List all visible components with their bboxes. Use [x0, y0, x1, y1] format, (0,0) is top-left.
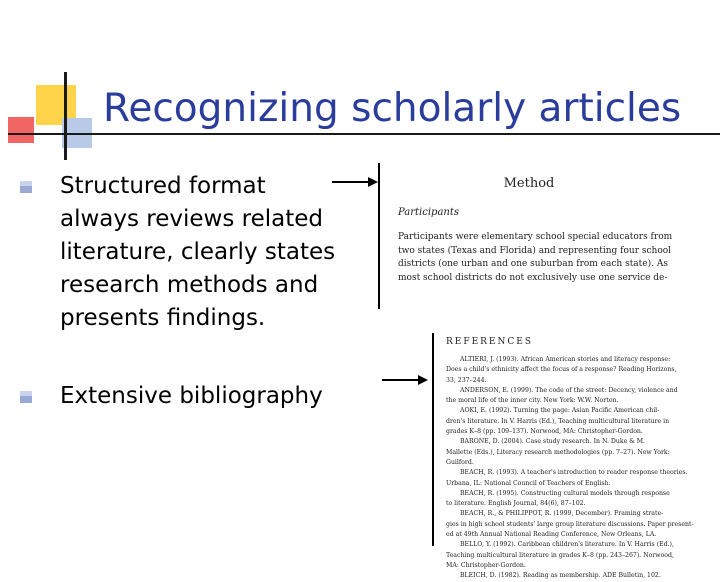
reference-line: Guilford. [446, 458, 474, 466]
method-line: districts (one urban and one suburban from each state). As [398, 259, 668, 269]
method-body-text [398, 231, 678, 285]
reference-line: ALTIERI, J. (1993). African American stories and literacy response: [460, 356, 671, 363]
method-line: two states (Texas and Florida) and representing four school [398, 245, 672, 256]
bullet-text: Structured format always reviews related literature, clearly states research methods and presents findings. [60, 173, 336, 331]
reference-line: BELLO, Y. (1992). Caribbean children's literature. In V. Harris (Ed.), [460, 541, 674, 549]
reference-line: dren's literature. In V. Harris (Ed.), Teaching multicultural literature in [446, 417, 670, 425]
references-excerpt-image [432, 333, 694, 580]
reference-line: Does a child's ethnicity affect the focus of a response? Reading Horizons, [446, 366, 677, 374]
reference-line: grades K–8 (pp. 109–137). Norwood, MA: Christopher-Gordon. [446, 428, 643, 436]
reference-line: BEACH, R. (1995). Constructing cultural models through response [460, 489, 670, 497]
method-line: Participants were elementary school special educators from [398, 232, 673, 242]
slide-title: Recognizing scholarly articles [103, 86, 682, 131]
references-body-text [446, 355, 694, 582]
method-heading: Method [503, 176, 555, 191]
reference-line: Teaching multicultural literature in grades K–8 (pp. 243–267). Norwood, [446, 551, 674, 559]
method-excerpt-image [378, 163, 680, 309]
reference-line: Urbana, IL: National Council of Teachers of English. [446, 479, 611, 487]
excerpt-border [432, 333, 434, 546]
bullet-bibliography [20, 380, 350, 413]
bullet-square-icon [20, 181, 32, 193]
reference-line: ed at 49th Annual National Reading Conference, New Orleans, LA. [446, 531, 657, 539]
reference-line: MA: Christopher-Gordon. [446, 561, 526, 569]
bullet-structured-format [20, 170, 350, 335]
reference-line: ANDERSON, E. (1999). The code of the street: Decency, violence and [460, 386, 678, 394]
reference-line: 33, 237–244. [446, 376, 487, 384]
bullet-text: Extensive bibliography [60, 383, 323, 409]
reference-line: BEACH, R., & PHILIPPOT, R. (1999, December). Framing strate- [460, 510, 664, 518]
reference-line: BLEICH, D. (1982). Reading as membership. ADE Bulletin, 102. [460, 572, 661, 580]
references-heading: REFERENCES [446, 337, 534, 347]
title-underline [8, 133, 720, 135]
method-line: most school districts do not exclusively use one service de- [398, 272, 668, 283]
arrow-right-icon [382, 374, 428, 386]
bullet-square-icon [20, 391, 32, 403]
reference-line: gies in high school students' large group literature discussions. Paper present- [446, 520, 694, 528]
participants-heading: Participants [398, 207, 459, 218]
decor-red-square [8, 117, 34, 143]
reference-line: to literature. English Journal, 84(6), 87–102. [446, 500, 586, 508]
reference-line: BARONE, D. (2004). Case study research. In N. Duke & M. [460, 438, 646, 446]
decor-vertical-line [64, 72, 67, 160]
arrow-right-icon [332, 176, 378, 188]
reference-line: AOKI, E. (1992). Turning the page: Asian Pacific American chil- [460, 407, 660, 415]
reference-line: Mallette (Eds.), Literacy research methodologies (pp. 7–27). New York: [446, 448, 670, 456]
reference-line: BEACH, R. (1993). A teacher's introduction to reader response theories. [460, 469, 688, 477]
reference-line: the moral life of the inner city. New York: W.W. Norton. [446, 397, 619, 405]
